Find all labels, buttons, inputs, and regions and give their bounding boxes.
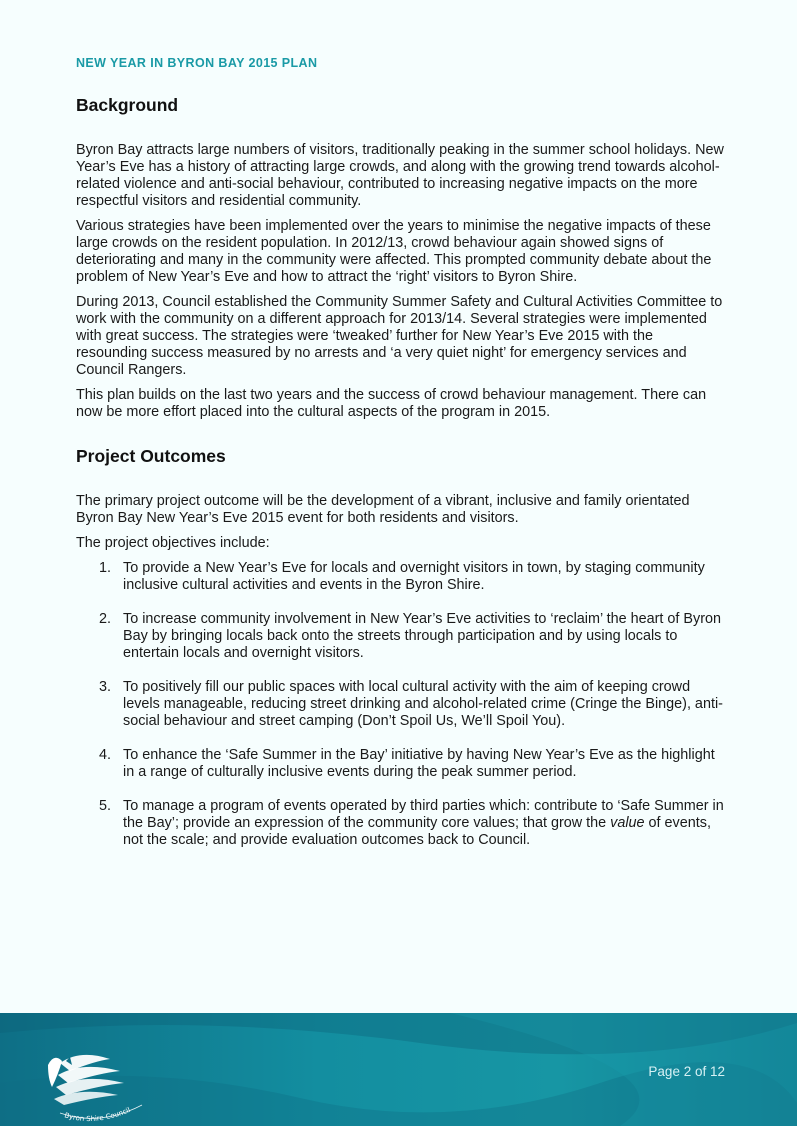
- background-heading: Background: [76, 95, 179, 115]
- background-paragraph-3: During 2013, Council established the Community Summer Safety and Cultural Activities Committee to work with the community on a different approach for 2013/14. Several strategies were implemented with great success. The strategies were ‘tweaked’ further for New Year’s Eve 2015 with the resounding success measured by no arrests and ‘a very quiet night’ for emergency services and Council Rangers.: [76, 294, 723, 378]
- background-paragraph-4: This plan builds on the last two years and the success of crowd behaviour management. There can now be more effort placed into the cultural aspects of the program in 2015.: [76, 387, 707, 420]
- list-number: 4.: [99, 747, 112, 763]
- list-text: To positively fill our public spaces with local cultural activity with the aim of keeping crowd levels manageable, reducing street drinking and alcohol-related crime (Cringe the Binge), anti-social behaviour and street camping (Don’t Spoil Us, We’ll Spoil You).: [123, 679, 723, 729]
- list-number: 3.: [99, 679, 112, 695]
- list-text: To enhance the ‘Safe Summer in the Bay’ initiative by having New Year’s Eve as the highlight in a range of culturally inclusive events during the peak summer period.: [123, 747, 715, 780]
- list-item: [76, 679, 726, 730]
- list-item: [76, 747, 726, 781]
- logo-wordmark: Byron Shire Council: [63, 1105, 132, 1123]
- list-item: [76, 611, 726, 662]
- page-footer: [0, 1013, 797, 1126]
- background-paragraph-2: Various strategies have been implemented over the years to minimise the negative impacts of these large crowds on the resident population. In 2012/13, crowd behaviour again showed signs of deteriorating and many in the community were affected. This prompted community debate about the problem of New Year’s Eve and how to attract the ‘right’ visitors to Byron Shire.: [76, 218, 712, 285]
- list-text-part-a: To manage a program of events operated by third parties which: contribute to ‘Safe Summer in the Bay’; provide an expression of the community core values; that grow the: [123, 798, 724, 831]
- objectives-list: [76, 560, 726, 849]
- list-text-emphasis: value: [610, 815, 645, 831]
- byron-shire-council-logo: [40, 1035, 150, 1123]
- list-item: [76, 798, 726, 849]
- background-paragraph-1: Byron Bay attracts large numbers of visitors, traditionally peaking in the summer school holidays. New Year’s Eve has a history of attracting large crowds, and along with the growing trend towards alcohol-related violence and anti-social behaviour, contributed to increasing negative impacts on the more respectful visitors and residential community.: [76, 142, 724, 209]
- list-number: 1.: [99, 560, 112, 576]
- list-number: 2.: [99, 611, 112, 627]
- page-number: Page 2 of 12: [648, 1064, 725, 1079]
- list-text: To provide a New Year’s Eve for locals and overnight visitors in town, by staging community inclusive cultural activities and events in the Byron Shire.: [123, 560, 705, 593]
- list-text: To increase community involvement in New Year’s Eve activities to ‘reclaim’ the heart of Byron Bay by bringing locals back onto the streets through participation and by using locals to entertain locals and overnight visitors.: [123, 611, 722, 661]
- list-text: [123, 798, 726, 849]
- document-header: NEW YEAR IN BYRON BAY 2015 PLAN: [76, 56, 318, 70]
- document-body: [76, 94, 726, 866]
- list-number: 5.: [99, 798, 112, 814]
- list-text-part-b: of events, not the scale; and provide evaluation outcomes back to Council.: [123, 815, 711, 848]
- list-item: [76, 560, 726, 594]
- outcomes-paragraph-1: The primary project outcome will be the development of a vibrant, inclusive and family orientated Byron Bay New Year’s Eve 2015 event for both residents and visitors.: [76, 493, 690, 526]
- outcomes-paragraph-2: The project objectives include:: [76, 535, 270, 551]
- outcomes-heading: Project Outcomes: [76, 446, 226, 466]
